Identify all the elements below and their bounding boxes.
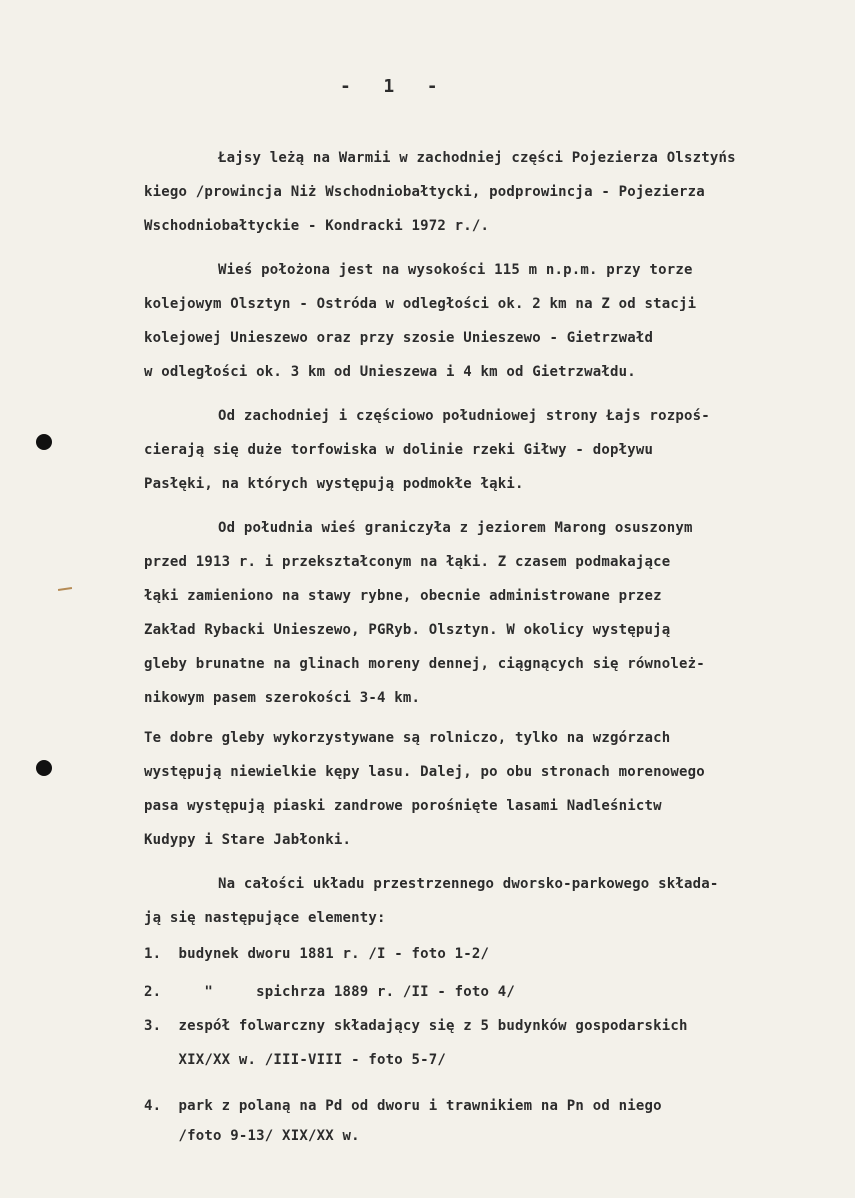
text-line: kolejowej Unieszewo oraz przy szosie Unieszewo - Gietrzwałd bbox=[144, 330, 654, 346]
list-item: 3. zespół folwarczny składający się z 5 budynków gospodarskich bbox=[144, 1018, 688, 1034]
list-item: /foto 9-13/ XIX/XX w. bbox=[144, 1128, 360, 1144]
text-line: nikowym pasem szerokości 3-4 km. bbox=[144, 690, 421, 706]
text-line: Na całości układu przestrzennego dworsko-parkowego składa- bbox=[218, 876, 719, 892]
text-line: przed 1913 r. i przekształconym na łąki. Z czasem podmakające bbox=[144, 554, 671, 570]
text-line: Od południa wieś graniczyła z jeziorem Marong osuszonym bbox=[218, 520, 693, 536]
list-item: 2. " spichrza 1889 r. /II - foto 4/ bbox=[144, 984, 516, 1000]
punch-hole-bottom bbox=[36, 760, 52, 776]
text-line: Od zachodniej i częściowo południowej strony Łajs rozpoś- bbox=[218, 408, 710, 424]
text-line: Kudypy i Stare Jabłonki. bbox=[144, 832, 352, 848]
text-line: Pasłęki, na których występują podmokłe łąki. bbox=[144, 476, 524, 492]
list-item: XIX/XX w. /III-VIII - foto 5-7/ bbox=[144, 1052, 447, 1068]
text-line: Zakład Rybacki Unieszewo, PGRyb. Olsztyn. W okolicy występują bbox=[144, 622, 671, 638]
text-line: Łajsy leżą na Warmii w zachodniej części Pojezierza Olsztyńs bbox=[218, 150, 736, 166]
stray-mark bbox=[58, 587, 72, 591]
text-line: kolejowym Olsztyn - Ostróda w odległości ok. 2 km na Z od stacji bbox=[144, 296, 697, 312]
text-line: Wieś położona jest na wysokości 115 m n.p.m. przy torze bbox=[218, 262, 693, 278]
list-item: 1. budynek dworu 1881 r. /I - foto 1-2/ bbox=[144, 946, 490, 962]
text-line: cierają się duże torfowiska w dolinie rzeki Giłwy - dopływu bbox=[144, 442, 654, 458]
text-line: ją się następujące elementy: bbox=[144, 910, 386, 926]
text-line: pasa występują piaski zandrowe porośnięte lasami Nadleśnictw bbox=[144, 798, 662, 814]
text-line: Te dobre gleby wykorzystywane są rolniczo, tylko na wzgórzach bbox=[144, 730, 671, 746]
text-line: kiego /prowincja Niż Wschodniobałtycki, podprowincja - Pojezierza bbox=[144, 184, 705, 200]
text-line: Wschodniobałtyckie - Kondracki 1972 r./. bbox=[144, 218, 490, 234]
text-line: występują niewielkie kępy lasu. Dalej, po obu stronach morenowego bbox=[144, 764, 705, 780]
text-line: w odległości ok. 3 km od Unieszewa i 4 km od Gietrzwałdu. bbox=[144, 364, 636, 380]
text-line: łąki zamieniono na stawy rybne, obecnie administrowane przez bbox=[144, 588, 662, 604]
punch-hole-top bbox=[36, 434, 52, 450]
text-line: gleby brunatne na glinach moreny dennej, ciągnących się równoleż- bbox=[144, 656, 705, 672]
page-number: - 1 - bbox=[340, 76, 438, 97]
list-item: 4. park z polaną na Pd od dworu i trawnikiem na Pn od niego bbox=[144, 1098, 662, 1114]
